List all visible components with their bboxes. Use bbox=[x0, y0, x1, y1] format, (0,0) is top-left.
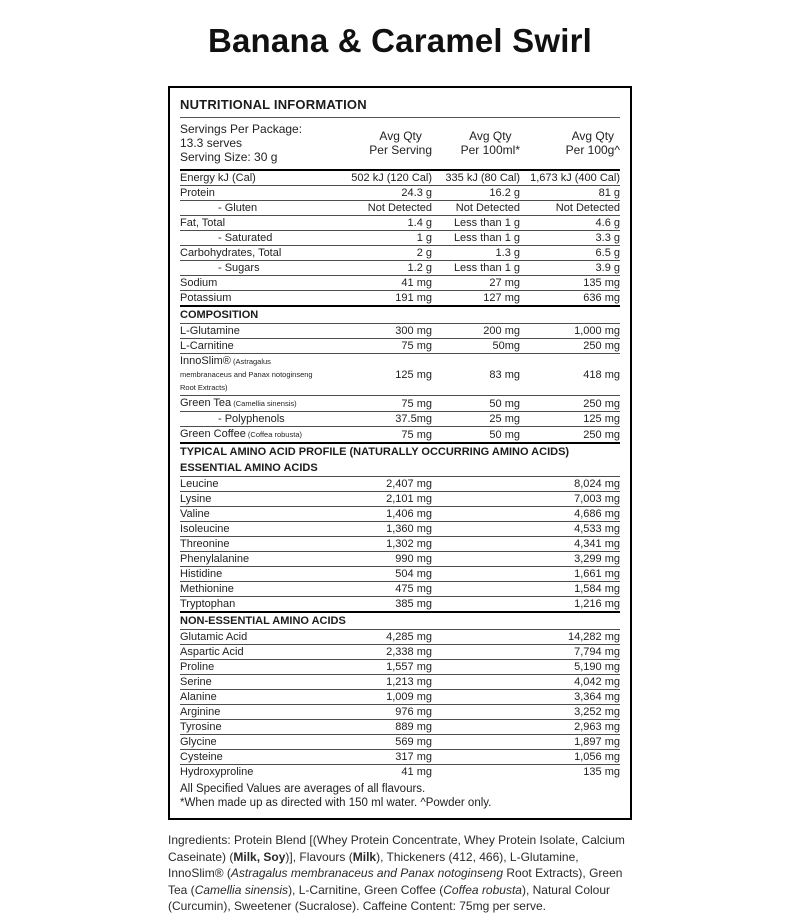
value-cell: 4,285 mg bbox=[386, 631, 432, 643]
table-row bbox=[180, 537, 620, 552]
value-cell: 1,557 mg bbox=[386, 661, 432, 673]
table-row bbox=[180, 291, 620, 305]
value-cell: Not Detected bbox=[555, 202, 620, 214]
value-cell: 50 mg bbox=[489, 397, 520, 410]
row-label: Tryptophan bbox=[180, 598, 236, 610]
row-label: - Saturated bbox=[218, 232, 273, 244]
table-row bbox=[180, 412, 620, 427]
serving-size: Serving Size: 30 g bbox=[180, 150, 278, 164]
row-label: Lysine bbox=[180, 493, 212, 505]
value-cell: 2,101 mg bbox=[386, 493, 432, 505]
value-cell: 24.3 g bbox=[401, 187, 432, 199]
section-header: ESSENTIAL AMINO ACIDS bbox=[180, 460, 620, 477]
table-row bbox=[180, 324, 620, 339]
column-header-per-serving bbox=[326, 129, 432, 157]
value-cell: 16.2 g bbox=[489, 187, 520, 199]
value-cell: 418 mg bbox=[583, 368, 620, 381]
table-row bbox=[180, 705, 620, 720]
table-row bbox=[180, 735, 620, 750]
value-cell: 1.4 g bbox=[407, 217, 432, 229]
ingredients-segment: Ingredients: Protein Blend [(Whey Protein Concentrate, Whey Protein Isolate, Calcium Caseinate) ( bbox=[168, 833, 625, 864]
table-row bbox=[180, 171, 620, 186]
table-row bbox=[180, 201, 620, 216]
table-row bbox=[180, 246, 620, 261]
row-label: - Polyphenols bbox=[218, 413, 285, 425]
col-label: Per 100g^ bbox=[565, 143, 620, 157]
value-cell: 27 mg bbox=[489, 277, 520, 289]
row-label: Green Tea (Camellia sinensis) bbox=[180, 397, 297, 409]
table-row bbox=[180, 675, 620, 690]
row-label: L-Glutamine bbox=[180, 325, 240, 337]
row-label: Carbohydrates, Total bbox=[180, 247, 282, 259]
row-label-botanical: (Astragalus membranaceus and Panax notoginseng Root Extracts) bbox=[180, 357, 313, 392]
value-cell: 1,897 mg bbox=[574, 736, 620, 748]
value-cell: 3.9 g bbox=[595, 262, 620, 274]
value-cell: 14,282 mg bbox=[568, 631, 620, 643]
value-cell: 1,213 mg bbox=[386, 676, 432, 688]
value-cell: 475 mg bbox=[395, 583, 432, 595]
value-cell: 37.5mg bbox=[395, 413, 432, 425]
value-cell: 250 mg bbox=[583, 428, 620, 441]
value-cell: 1,673 kJ (400 Cal) bbox=[530, 172, 620, 184]
value-cell: 1,056 mg bbox=[574, 751, 620, 763]
panel-title: NUTRITIONAL INFORMATION bbox=[180, 95, 620, 118]
value-cell: 41 mg bbox=[401, 766, 432, 778]
footnotes bbox=[180, 779, 620, 810]
value-cell: 1.2 g bbox=[407, 262, 432, 274]
value-cell: 1,661 mg bbox=[574, 568, 620, 580]
row-label: InnoSlim® (Astragalus membranaceus and Panax notoginseng Root Extracts) bbox=[180, 355, 313, 392]
ingredients-segment: Milk, Soy bbox=[233, 849, 286, 864]
row-label: Threonine bbox=[180, 538, 230, 550]
row-label: Cysteine bbox=[180, 751, 223, 763]
row-label: - Gluten bbox=[218, 202, 258, 214]
table-row bbox=[180, 645, 620, 660]
value-cell: 2 g bbox=[416, 247, 432, 259]
table-row bbox=[180, 216, 620, 231]
table-row bbox=[180, 765, 620, 779]
value-cell: 2,407 mg bbox=[386, 478, 432, 490]
ingredients-segment: ), Thickeners (412, 466), L-Glutamine, InnoSlim® ( bbox=[168, 849, 579, 880]
value-cell: 889 mg bbox=[395, 721, 432, 733]
value-cell: 6.5 g bbox=[595, 247, 620, 259]
row-label: Arginine bbox=[180, 706, 221, 718]
value-cell: 191 mg bbox=[395, 292, 432, 304]
table-row bbox=[180, 354, 620, 396]
row-label: Sodium bbox=[180, 277, 218, 289]
ingredients-segment: Milk bbox=[352, 849, 377, 864]
value-cell: 25 mg bbox=[489, 413, 520, 425]
value-cell: 2,963 mg bbox=[574, 721, 620, 733]
value-cell: 1,009 mg bbox=[386, 691, 432, 703]
value-cell: Less than 1 g bbox=[453, 262, 520, 274]
value-cell: Not Detected bbox=[367, 202, 432, 214]
value-cell: Not Detected bbox=[455, 202, 520, 214]
table-row bbox=[180, 427, 620, 442]
ingredients-segment: Root Extracts), Green Tea ( bbox=[168, 866, 623, 897]
col-label: Per Serving bbox=[369, 143, 432, 157]
table-row bbox=[180, 477, 620, 492]
ingredients-segment: Coffea robusta bbox=[443, 882, 522, 897]
footnote-averages: All Specified Values are averages of all flavours. bbox=[180, 783, 426, 795]
table-row bbox=[180, 720, 620, 735]
value-cell: 135 mg bbox=[583, 277, 620, 289]
section-header: NON-ESSENTIAL AMINO ACIDS bbox=[180, 611, 620, 630]
row-label: Serine bbox=[180, 676, 212, 688]
column-header-per-100g bbox=[520, 129, 620, 157]
value-cell: 3,299 mg bbox=[574, 553, 620, 565]
value-cell: 127 mg bbox=[483, 292, 520, 304]
row-label: Green Coffee (Coffea robusta) bbox=[180, 428, 302, 440]
table-row bbox=[180, 186, 620, 201]
row-label: Aspartic Acid bbox=[180, 646, 244, 658]
table-row bbox=[180, 492, 620, 507]
value-cell: 83 mg bbox=[489, 368, 520, 381]
table-row bbox=[180, 552, 620, 567]
row-label: Potassium bbox=[180, 292, 232, 304]
value-cell: 4.6 g bbox=[595, 217, 620, 229]
table-row bbox=[180, 231, 620, 246]
value-cell: 250 mg bbox=[583, 397, 620, 410]
ingredients-segment: ), Natural Colour (Curcumin), Sweetener (Sucralose). Caffeine Content: 75mg per serve. bbox=[168, 882, 610, 913]
value-cell: 125 mg bbox=[395, 368, 432, 381]
value-cell: 4,341 mg bbox=[574, 538, 620, 550]
row-label: L-Carnitine bbox=[180, 340, 234, 352]
value-cell: 4,042 mg bbox=[574, 676, 620, 688]
value-cell: 1 g bbox=[416, 232, 432, 244]
table-row bbox=[180, 630, 620, 645]
col-label: Per 100ml* bbox=[460, 143, 520, 157]
value-cell: 135 mg bbox=[583, 766, 620, 778]
page-title: Banana & Caramel Swirl bbox=[207, 22, 593, 59]
row-label: Hydroxyproline bbox=[180, 766, 254, 778]
row-label: Protein bbox=[180, 187, 215, 199]
table-row bbox=[180, 276, 620, 291]
value-cell: 3.3 g bbox=[595, 232, 620, 244]
value-cell: 41 mg bbox=[401, 277, 432, 289]
ingredients-segment: Astragalus membranaceus and Panax notoginseng bbox=[230, 866, 504, 880]
row-label: Fat, Total bbox=[180, 217, 226, 229]
table-row bbox=[180, 567, 620, 582]
value-cell: 8,024 mg bbox=[574, 478, 620, 490]
value-cell: 250 mg bbox=[583, 340, 620, 352]
table-row bbox=[180, 339, 620, 354]
value-cell: 1,302 mg bbox=[386, 538, 432, 550]
value-cell: 1,216 mg bbox=[574, 598, 620, 610]
section-header: TYPICAL AMINO ACID PROFILE (NATURALLY OCCURRING AMINO ACIDS) bbox=[180, 442, 620, 460]
value-cell: 1,000 mg bbox=[574, 325, 620, 337]
value-cell: 569 mg bbox=[395, 736, 432, 748]
value-cell: 75 mg bbox=[401, 340, 432, 352]
value-cell: 75 mg bbox=[401, 397, 432, 410]
value-cell: 3,364 mg bbox=[574, 691, 620, 703]
ingredients-segment: )], Flavours ( bbox=[285, 849, 353, 864]
row-label: Glutamic Acid bbox=[180, 631, 248, 643]
table-row bbox=[180, 396, 620, 412]
value-cell: 50 mg bbox=[489, 428, 520, 441]
value-cell: 50mg bbox=[492, 340, 520, 352]
row-label: Alanine bbox=[180, 691, 217, 703]
col-label: Avg Qty bbox=[571, 129, 615, 143]
value-cell: 502 kJ (120 Cal) bbox=[351, 172, 432, 184]
col-label: Avg Qty bbox=[379, 129, 422, 143]
value-cell: 3,252 mg bbox=[574, 706, 620, 718]
ingredients-paragraph bbox=[168, 832, 632, 915]
value-cell: 504 mg bbox=[395, 568, 432, 580]
row-label: Methionine bbox=[180, 583, 234, 595]
value-cell: Less than 1 g bbox=[453, 232, 520, 244]
section-header: COMPOSITION bbox=[180, 305, 620, 324]
table-row bbox=[180, 690, 620, 705]
nutrition-table-body bbox=[180, 171, 620, 779]
value-cell: 1.3 g bbox=[495, 247, 520, 259]
row-label: Leucine bbox=[180, 478, 219, 490]
value-cell: 125 mg bbox=[583, 413, 620, 425]
value-cell: 1,406 mg bbox=[386, 508, 432, 520]
value-cell: 385 mg bbox=[395, 598, 432, 610]
value-cell: 7,003 mg bbox=[574, 493, 620, 505]
value-cell: 335 kJ (80 Cal) bbox=[445, 172, 520, 184]
table-row bbox=[180, 597, 620, 611]
table-row bbox=[180, 261, 620, 276]
serving-info bbox=[180, 122, 326, 164]
value-cell: 200 mg bbox=[483, 325, 520, 337]
value-cell: 1,584 mg bbox=[574, 583, 620, 595]
col-label: Avg Qty bbox=[469, 129, 512, 143]
value-cell: 317 mg bbox=[395, 751, 432, 763]
column-header-row bbox=[180, 118, 620, 171]
value-cell: 2,338 mg bbox=[386, 646, 432, 658]
table-row bbox=[180, 582, 620, 597]
servings-per-package: Servings Per Package: 13.3 serves bbox=[180, 122, 303, 150]
value-cell: 5,190 mg bbox=[574, 661, 620, 673]
value-cell: 1,360 mg bbox=[386, 523, 432, 535]
value-cell: 7,794 mg bbox=[574, 646, 620, 658]
value-cell: 4,686 mg bbox=[574, 508, 620, 520]
value-cell: 636 mg bbox=[583, 292, 620, 304]
value-cell: Less than 1 g bbox=[453, 217, 520, 229]
value-cell: 81 g bbox=[598, 187, 620, 199]
row-label-botanical: (Coffea robusta) bbox=[245, 430, 302, 439]
ingredients-segment: ), L-Carnitine, Green Coffee ( bbox=[288, 882, 444, 897]
row-label: Energy kJ (Cal) bbox=[180, 172, 256, 184]
footnote-water-powder: *When made up as directed with 150 ml water. ^Powder only. bbox=[180, 797, 492, 809]
table-row bbox=[180, 750, 620, 765]
row-label-botanical: (Camellia sinensis) bbox=[231, 399, 297, 408]
row-label: Glycine bbox=[180, 736, 217, 748]
row-label: Histidine bbox=[180, 568, 223, 580]
value-cell: 4,533 mg bbox=[574, 523, 620, 535]
value-cell: 976 mg bbox=[395, 706, 432, 718]
row-label: Isoleucine bbox=[180, 523, 230, 535]
row-label: Proline bbox=[180, 661, 215, 673]
column-header-per-100ml bbox=[432, 129, 520, 157]
table-row bbox=[180, 660, 620, 675]
row-label: Valine bbox=[180, 508, 210, 520]
row-label: Tyrosine bbox=[180, 721, 222, 733]
row-label: Phenylalanine bbox=[180, 553, 250, 565]
nutrition-panel bbox=[168, 86, 632, 820]
table-row bbox=[180, 522, 620, 537]
row-label: - Sugars bbox=[218, 262, 260, 274]
ingredients-segment: Camellia sinensis bbox=[194, 882, 289, 897]
value-cell: 300 mg bbox=[395, 325, 432, 337]
value-cell: 990 mg bbox=[395, 553, 432, 565]
table-row bbox=[180, 507, 620, 522]
value-cell: 75 mg bbox=[401, 428, 432, 441]
